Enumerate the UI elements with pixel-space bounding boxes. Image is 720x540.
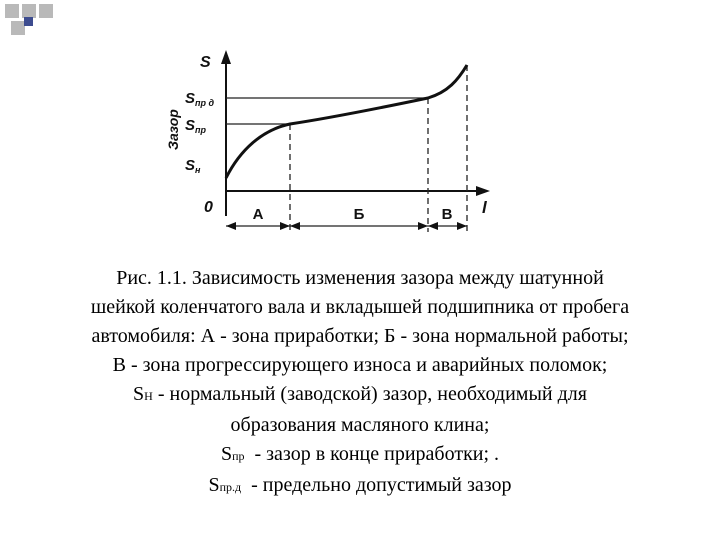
x-axis-symbol: l bbox=[482, 198, 487, 217]
dim-arrow bbox=[290, 222, 300, 230]
caption-line: образования масляного клина; bbox=[230, 414, 490, 436]
y-axis-symbol: S bbox=[200, 54, 211, 71]
level-s-n-label: $S_н$ bbox=[185, 157, 201, 175]
y-axis-arrow bbox=[221, 50, 231, 64]
caption-line-spr bbox=[30, 440, 690, 471]
spr-symbol: S bbox=[220, 443, 233, 465]
sprd-subscript: пр.д bbox=[219, 480, 242, 494]
clearance-diagram bbox=[0, 0, 720, 260]
caption-line: В - зона прогрессирующего износа и аварийных поломок; bbox=[112, 354, 608, 376]
dim-arrow bbox=[457, 222, 467, 230]
sprd-text: - предельно допустимый зазор bbox=[241, 474, 512, 496]
spr-text: - зазор в конце приработки; . bbox=[244, 443, 500, 465]
caption-line: шейкой коленчатого вала и вкладышей подшипника от пробега bbox=[90, 296, 630, 318]
sh-subscript: Н bbox=[144, 389, 153, 403]
zone-c-label: В bbox=[441, 206, 453, 223]
dim-arrow bbox=[428, 222, 438, 230]
dim-arrow bbox=[226, 222, 236, 230]
dim-arrow bbox=[418, 222, 428, 230]
y-axis-label: Зазор bbox=[165, 109, 181, 150]
sh-symbol: S bbox=[133, 383, 145, 405]
sprd-symbol: S bbox=[208, 474, 220, 496]
origin-label: 0 bbox=[204, 199, 213, 216]
caption-line-sh bbox=[30, 380, 690, 411]
caption-line: автомобиля: А - зона приработки; Б - зона нормальной работы; bbox=[91, 325, 629, 347]
sh-text: - нормальный (заводской) зазор, необходимый для bbox=[152, 383, 587, 405]
clearance-curve bbox=[226, 65, 467, 178]
caption-line: Рис. 1.1. Зависимость изменения зазора между шатунной bbox=[116, 267, 604, 289]
dim-arrow bbox=[280, 222, 290, 230]
level-s-pr-label: $S_{пр}$ bbox=[185, 117, 207, 135]
spr-subscript: пр bbox=[232, 449, 245, 463]
figure-caption bbox=[30, 264, 690, 502]
x-axis-arrow bbox=[476, 186, 490, 196]
zone-b-label: Б bbox=[353, 206, 365, 223]
caption-line-sprd bbox=[30, 471, 690, 502]
level-s-prd-label: $S_{пр д}$ bbox=[185, 90, 215, 108]
zone-a-label: А bbox=[252, 206, 264, 223]
